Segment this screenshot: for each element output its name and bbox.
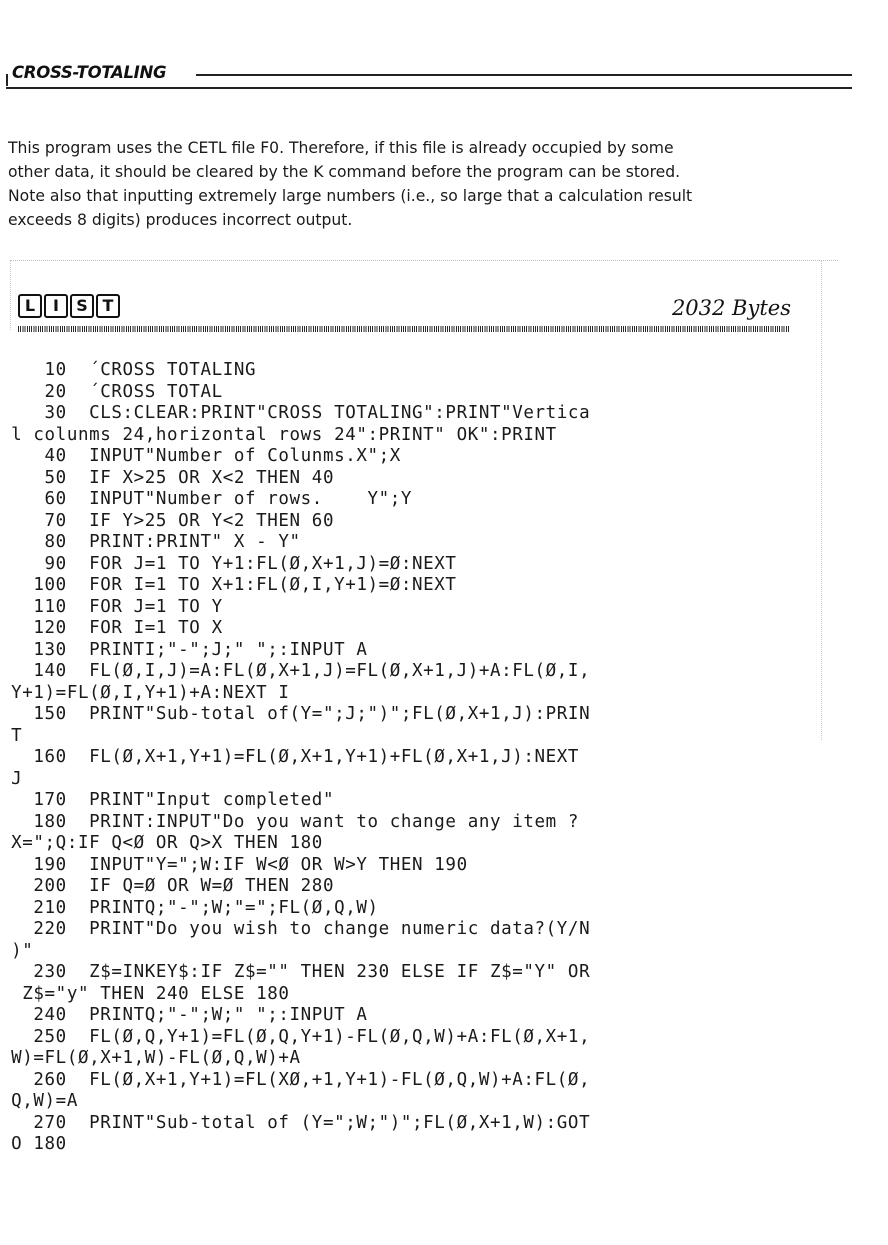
list-logo-key: T (96, 294, 120, 318)
header-rule-top (196, 74, 852, 76)
code-line: 140 FL(Ø,I,J)=A:FL(Ø,X+1,J)=FL(Ø,X+1,J)+A:FL(Ø,I, (0, 661, 591, 681)
list-logo-key: L (18, 294, 42, 318)
code-line: 70 IF Y>25 OR Y<2 THEN 60 (0, 510, 335, 531)
section-header (6, 62, 852, 90)
code-line: O 180 (0, 1134, 67, 1154)
code-line: 130 PRINTI;"-";J;" ";:INPUT A (0, 639, 368, 660)
code-line: 60 INPUT"Number of rows. Y";Y (0, 489, 413, 509)
code-line: T (0, 725, 23, 746)
code-line: 210 PRINTQ;"-";W;"=";FL(Ø,Q,W) (0, 897, 379, 918)
code-line: X=";Q:IF Q<Ø OR Q>X THEN 180 (0, 833, 323, 853)
intro-line: Note also that inputting extremely large numbers (i.e., so large that a calculation result (8, 187, 693, 205)
code-line: 220 PRINT"Do you wish to change numeric data?(Y/N (0, 919, 591, 939)
header-rule-bottom (6, 87, 852, 89)
code-line: 240 PRINTQ;"-";W;" ";:INPUT A (0, 1005, 368, 1025)
header-bracket (6, 74, 8, 86)
code-line: 20 ´CROSS TOTAL (0, 381, 223, 402)
code-line: 180 PRINT:INPUT"Do you want to change any item ? (0, 811, 580, 832)
code-line: 90 FOR J=1 TO Y+1:FL(Ø,X+1,J)=Ø:NEXT (0, 553, 457, 574)
code-line: 150 PRINT"Sub-total of(Y=";J;")";FL(Ø,X+1,J):PRIN (0, 704, 591, 724)
code-line: 260 FL(Ø,X+1,Y+1)=FL(XØ,+1,Y+1)-FL(Ø,Q,W)+A:FL(Ø, (0, 1069, 591, 1090)
intro-line: This program uses the CETL file F0. Therefore, if this file is already occupied by some (8, 139, 674, 157)
section-title: CROSS-TOTALING (12, 63, 167, 82)
list-logo-key: S (70, 294, 94, 318)
program-listing (0, 360, 590, 1156)
code-line: 250 FL(Ø,Q,Y+1)=FL(Ø,Q,Y+1)-FL(Ø,Q,W)+A:FL(Ø,X+1, (0, 1026, 591, 1047)
intro-paragraph (8, 136, 838, 232)
code-line: 50 IF X>25 OR X<2 THEN 40 (0, 467, 335, 488)
byte-count: 2032 Bytes (671, 296, 791, 320)
code-line: 40 INPUT"Number of Colunms.X";X (0, 446, 401, 466)
listing-frame-left (10, 260, 11, 330)
code-line: l colunms 24,horizontal rows 24":PRINT" OK":PRINT (0, 424, 557, 445)
code-line: W)=FL(Ø,X+1,W)-FL(Ø,Q,W)+A (0, 1048, 301, 1068)
intro-line: exceeds 8 digits) produces incorrect output. (8, 211, 353, 229)
list-logo (18, 294, 120, 318)
code-line: )" (0, 940, 34, 961)
list-logo-key: I (44, 294, 68, 318)
code-line: J (0, 768, 23, 789)
code-line: Z$="y" THEN 240 ELSE 180 (0, 983, 290, 1004)
code-line: 200 IF Q=Ø OR W=Ø THEN 280 (0, 876, 335, 896)
code-line: 270 PRINT"Sub-total of (Y=";W;")";FL(Ø,X+1,W):GOT (0, 1112, 591, 1133)
code-line: 160 FL(Ø,X+1,Y+1)=FL(Ø,X+1,Y+1)+FL(Ø,X+1,J):NEXT (0, 747, 580, 767)
code-line: Q,W)=A (0, 1091, 78, 1111)
code-line: 30 CLS:CLEAR:PRINT"CROSS TOTALING":PRINT"Vertica (0, 403, 591, 423)
code-line: 10 ´CROSS TOTALING (0, 360, 257, 380)
intro-line: other data, it should be cleared by the K command before the program can be stored. (8, 163, 681, 181)
code-line: 230 Z$=INKEY$:IF Z$="" THEN 230 ELSE IF Z$="Y" OR (0, 962, 591, 982)
code-line: 100 FOR I=1 TO X+1:FL(Ø,I,Y+1)=Ø:NEXT (0, 575, 457, 595)
code-line: 170 PRINT"Input completed" (0, 790, 335, 810)
code-line: 80 PRINT:PRINT" X - Y" (0, 532, 301, 552)
code-line: 120 FOR I=1 TO X (0, 618, 223, 638)
code-line: 110 FOR J=1 TO Y (0, 596, 223, 617)
listing-frame-top (10, 260, 838, 261)
code-line: 190 INPUT"Y=";W:IF W<Ø OR W>Y THEN 190 (0, 854, 468, 875)
listing-divider-bar (18, 326, 790, 332)
listing-frame-right (821, 260, 822, 740)
code-line: Y+1)=FL(Ø,I,Y+1)+A:NEXT I (0, 682, 290, 703)
